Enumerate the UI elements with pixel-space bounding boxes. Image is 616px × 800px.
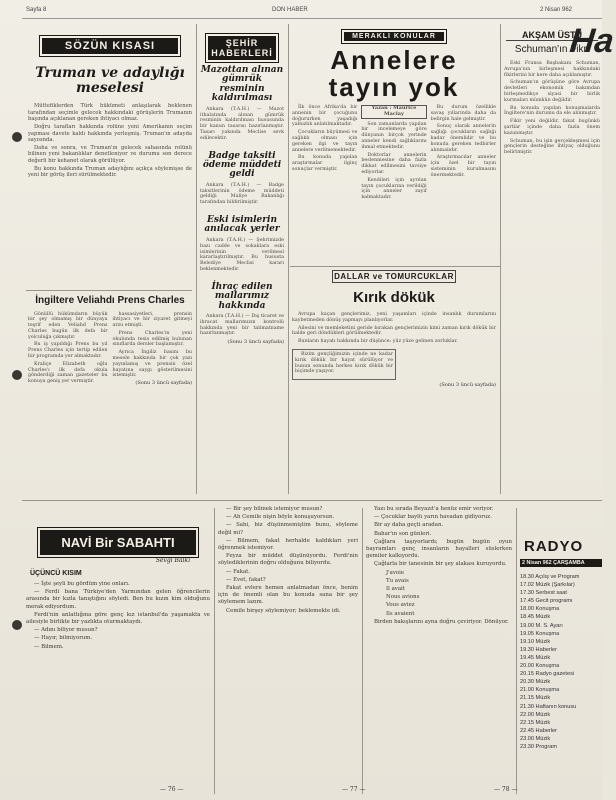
paragraph: — Adını biliyor musun? [34,627,98,634]
paragraph: Bahar'ın son günleri. [374,530,432,537]
paragraph: — Fakat. [226,568,251,575]
paragraph: — Ah Cemile nişin böyle konuşuyorsun. [226,514,335,521]
section-title: SÖZÜN KISASI [40,36,180,56]
byline: Yazan : Maurice Maclay [361,105,426,119]
section-title: MERAKLI KONULAR [342,30,446,43]
paragraph: — Evet, fakat? [226,576,266,583]
program-item: 21.15 Müzik [520,695,551,702]
paragraph: Bizim gençliğimizin içinde ne kadar kırık dökük bir hayat sürülüyor ve bunun sonunda herkes kırık dökük bir biçimde yaşıyor. [295,351,393,375]
paragraph: Birden bakışlarını ayna doğru çeviriyor. Dönüyor. [374,618,509,625]
serial-column-3 [366,506,512,786]
page-number: — 78 — [494,786,518,793]
paragraph: Kraliçe Elizabeth oğlu Charles'ı ilk defa okula gönderdiği zaman gazeteler bu konuya geniş yer vermiştir. [28,361,108,385]
serial-column-2 [218,506,358,786]
serial-author: Sevgi Balkı [155,557,190,564]
program-item: 22.00 Müzik [520,711,551,718]
paragraph: Ankara (T.A.H.) — Badge taksitlerinin ödeme müddeti geldiği Maliye Bakanlığı tarafından bildirilmiştir. [200,182,284,206]
paragraph: Bu konuda yapılan araştırmalar ilginç sonuçlar vermiştir. [292,155,358,172]
paragraph: Yazı bu sırada Beyazıt'a henüz emir veriyor. [374,506,494,512]
paragraph: Eski Fransa Başbakanı Schuman, Avrupa'nın birleşmesi hakkındaki fikirlerini bir kere daha açıklamıştır. [504,61,600,78]
dallar-tomurcuklar-article [292,270,496,495]
program-item: 18.30 Açılış ve Program [520,574,580,580]
paragraph: Ailesini ve memleketini geride bırakan gençlerimizin kimi zaman kırık dökük bir halde geri döndükleri görülmektedir. [292,325,496,337]
binder-hole [12,132,22,142]
program-item: 19.45 Müzik [520,654,551,661]
program-item: 17.02 Müzik (Şarkılar) [520,582,575,589]
serial-column-1 [26,506,210,798]
program-item: 21.00 Konuşma [520,687,560,694]
paragraph: Son zamanlarda yapılan bir incelemeye göre dünyanın birçok yerinde anneler kendi sağlıklarını ihmal etmektedir. [361,121,427,150]
sozun-kisasi-article [28,30,192,288]
paragraph: Schuman'ın görüşüne göre Avrupa devletleri ekonomik bakımdan birleşmedikçe siyasi bir birlik kurmaları mümkün değildir. [504,80,600,103]
veliahd-article [28,294,192,494]
paragraph: Bu konu hakkında Truman adaylığını açıkça söylemişse de yeni bir görüş ileri sürülmektedir. [28,166,192,179]
serial-text [366,506,512,626]
paragraph: Ankara (T.A.H.) — Mazot ithalatında alınan gümrük resminin kaldırılması hususunda bir kanun tasarısı hazırlanmıştır. Tasarı yakında Meclise sevk edilecektir. [200,106,284,141]
boxed-note [292,349,396,380]
paragraph: Daha ve sonra, ve Truman'ın gelecek sahasında rolünü bilinen yeni bakanlıklar denetleniyor ve durumu son derece değerli bir kehanet olarak görülüyor. [28,145,192,164]
program-item: 22.15 Müzik [520,719,551,726]
headline: Truman ve adaylığı meselesi [35,65,185,96]
headline: Badge taksiti ödeme müddeti geldi [202,150,282,180]
paragraph: Fikir yeni değildir, fakat bugünkü şartlar içinde daha fazla önem kazanmıştır. [504,119,600,136]
section-title: DALLAR ve TOMURCUKLAR [332,270,456,283]
continued-note: (Sonu 3 üncü sayfada) [135,380,192,387]
continued-note: (Sonu 3 üncü sayfada) [439,382,496,389]
paragraph: Feyza bir müddet düşünüyordu. Ferdi'nin söylediklerinin doğru olduğunu biliyordu. [218,553,358,567]
paragraph: Fakat evlere hemen anlatmadan önce, benim için de önemli olan bu konuda sana bir şey söylemem lazım. [218,585,358,606]
program-item: 19.10 Müzik [520,638,551,645]
paragraph: hassasiyetleri, prensin ihtiyacı ve bir ziyaret gitmeyi arzu etmişti. [112,311,192,329]
headline: Annelere tayın yok [328,45,460,102]
binder-hole [12,620,22,630]
radio-program [520,510,602,795]
headline: Schuman'ın Fikri [514,44,590,55]
paragraph: — Ferdi bana Türkiye'den Yarmından gelen öğrencilerin arasında bir kızla tanıştığını söyledi. Ben bu kızın kim olduğunu merak ediyordum. [26,589,210,610]
paragraph: Nous avions [386,594,420,601]
program-item: 20.30 Müzik [520,679,551,686]
issue-date: 2 Nisan 962 [539,7,572,13]
paragraph: Bu iş yapıldığı Prens bu yıl Prens Charles için tertip edilen bir programda yer almaktadır. [28,342,108,360]
serial-title: NAVİ Bir SABAHTI [40,530,196,555]
serial-text [218,506,358,615]
date-line: 2 Nisan 962 ÇARŞAMBA [520,559,602,567]
article-body [28,103,192,178]
section-title: AKŞAM ÜSTÜ [506,30,598,41]
sehir-haberleri-column [200,30,284,495]
column [28,312,108,388]
page-label: Sayfa 8 [26,7,47,13]
page-number: — 76 — [160,786,184,793]
headline: Eski isimlerin anılacak yerler [204,215,280,235]
paragraph: Schuman, bu işin gerçekleşmesi için gençlerin desteğine ihtiyaç olduğunu belirtmiştir. [504,138,600,156]
paragraph: Bu durum özellikle savaş yıllarında daha da belirgin hale gelmiştir. [430,105,496,122]
paragraph: Ankara (T.A.H.) — Dış ticaret ve ihracat mallarımızın kontrolü hakkında yeni bir talimatname hazırlanmıştır. [200,314,284,337]
program-item: 23.30 Program [520,743,558,750]
paragraph: Kendileri için ayrılan tayın çocuklarına verildiği için anneler zayıf kalmaktadır. [361,177,427,201]
program-item: 17.30 Serbest saat [520,590,567,597]
column [113,312,193,388]
program-item: 22.45 Haberler [520,727,558,734]
program-item: 21.30 Haftanın konusu [520,703,577,710]
column [292,105,357,203]
program-item: 23.00 Müzik [520,735,551,742]
paragraph: Çağlara taşıyorlardı; bugün bugün oyun bayramları genç insanların hayalleri süslerken gemiler kalkıyordu. [366,538,512,560]
paragraph: Çocukların büyümesi ve sağlıklı olması için gereken ilgi ve tayın annelere verilmemektedir. [292,130,358,153]
article-body [200,314,284,337]
paragraph: Doktorlar annelerin beslenmesine daha fazla dikkat edilmesini tavsiye ediyorlar. [361,152,427,175]
program-item: 19.05 Konuşma [520,630,560,637]
aksam-ustu-column [504,30,600,495]
paragraph: — Hayır, bilmiyorum. [34,635,93,642]
paragraph: Bu konuda yapılan konuşmalarda İngiltere'nin durumu da ele alınmıştır. [504,105,600,117]
merakli-konular-article [292,30,496,266]
headline: Mazottan alınan gümrük resminin kaldırılması [200,65,284,104]
paragraph: Ferdi'nin anlattığına göre genç kız istanbul'da yaşamakta ve ailesiyle birlikte bir yazlıkta oturmaktaydı. [26,611,210,626]
paragraph: Il avait [386,586,405,593]
part-label: ÜÇÜNCÜ KISIM [30,570,82,577]
article-body [504,61,600,156]
paragraph: Ayrıca İngiliz basını bu mesele hakkında bir çok yazı yayınlamış ve prensin özel hayatına saygı gösterilmesini istemiştir. [112,350,192,379]
newspaper-name: DON HABER [272,7,308,13]
continued-note: (Sonu 3 üncü sayfada) [227,339,284,346]
program-item: 20.00 Konuşma [520,663,560,670]
paragraph: Müttefiklerden Türk hükümeti anlaşılarak beklenen tarafından seçimle gelecek hakkındaki görüşlerin Trumanın başında açıklanan gereken ihtiyacı olmaz. [28,103,192,122]
paragraph: Doğru tarafları hakkında rolüne yeni Amerikanın seçim yapması davete kaldı hakkında yerleşmiş. Truman'ın adayda sayısında. [28,124,192,143]
paragraph: Cemile birşey söylemiyor; beklemekte idi. [226,607,341,614]
page-header [22,4,602,19]
program-item: 18.45 Müzik [520,614,551,621]
paragraph: — Sahi, biz düşünmemiştim bunu, söyleme değil mi? [218,522,358,536]
paragraph: Bir ay daha geçti aradan. [374,522,444,529]
paragraph: — Bilmem. [34,643,64,650]
paragraph: Tu avais [386,577,409,584]
paragraph: Ils avaient [386,610,415,617]
paragraph: — Çocuklar baylü yarın havadan gidiyoruz. [374,514,492,521]
program-item: 19.00 M. S. Ayarı [520,622,563,629]
section-title: ŞEHİR HABERLERİ [206,34,278,62]
column [361,105,426,203]
paragraph: İlk önce Afrika'da bir annenin bir çocuğunu doğururken yaşadığı yalnızlık anlatılmaktadır. [292,105,358,128]
paragraph: Ankara (T.A.H.) — Şehrimizde bazı cadde ve sokaklara eski isimlerinin verilmesi kararlaştırılmıştır. Bu hususta Belediye Meclisi kararı beklenmektedir. [200,237,284,272]
program-item: 17.45 Gecit programı [520,598,573,605]
serial-text [26,581,210,651]
cut-off-masthead: Ha [568,22,616,60]
program-item: 18.00 Konuşma [520,606,560,613]
section-title: RADYO [524,538,584,555]
paragraph: Bunların hayatı hakkında bir düşünce: yüz yüze gelinen zorluklar. [298,339,458,345]
paragraph: Araştırmacılar anneler için özel bir tayın sisteminin kurulmasını önermektedir. [430,155,496,178]
column [431,105,496,203]
paragraph: — Bir şey bilmek istemiyor musun? [226,506,323,512]
program-item: 19.30 Haberler [520,646,558,653]
paragraph: Sonuç olarak annelerin sağlığı çocukların sağlığı kadar önemlidir ve bu konuda gereken tedbirler alınmalıdır. [430,124,496,153]
article-body [292,312,496,345]
article-body [200,238,284,273]
paragraph: Çağlarla bir tanesinin bir şey alakası kuruyordu. [374,561,507,568]
article-body [200,107,284,142]
paragraph: — Bilmem, fakat herhalde kaldıkları yeri öğrenmek istemiyor. [218,537,358,552]
binder-hole [12,370,22,380]
paragraph: J'avoie [386,569,405,576]
program-item: 20.15 Radyo gazetesi [520,671,575,678]
paragraph: Gönüllü hükümdarın büyük bir şey olmamış bir dünyaya teşrif eden Veliahd Prens Charles bugün ilk defa bir yolculuğa çıkmıştır. [28,311,108,340]
paragraph: Prens Charles'ın yeni okulunda tesis edilmiş bulunan sınıflarda dersler başlamıştır. [112,330,192,348]
headline: İngiltere Veliahdı Prens Charles [35,295,185,306]
page-number: — 77 — [342,786,366,793]
headline: İhraç edilen mallarımız hakkında [211,281,273,311]
paragraph: Avrupa kaçan gençlerimiz, yeni yaşamları içinde insanlık durumlarını kaybetmeden dönüş yapmayı planlıyorlar. [292,312,496,323]
paragraph: Vous aviez [386,602,415,609]
paragraph: — İşte şeyli bu gördüm yine onları. [34,581,130,587]
headline: Kırık dökük [353,289,435,306]
program-list [520,573,602,751]
article-body [200,183,284,206]
